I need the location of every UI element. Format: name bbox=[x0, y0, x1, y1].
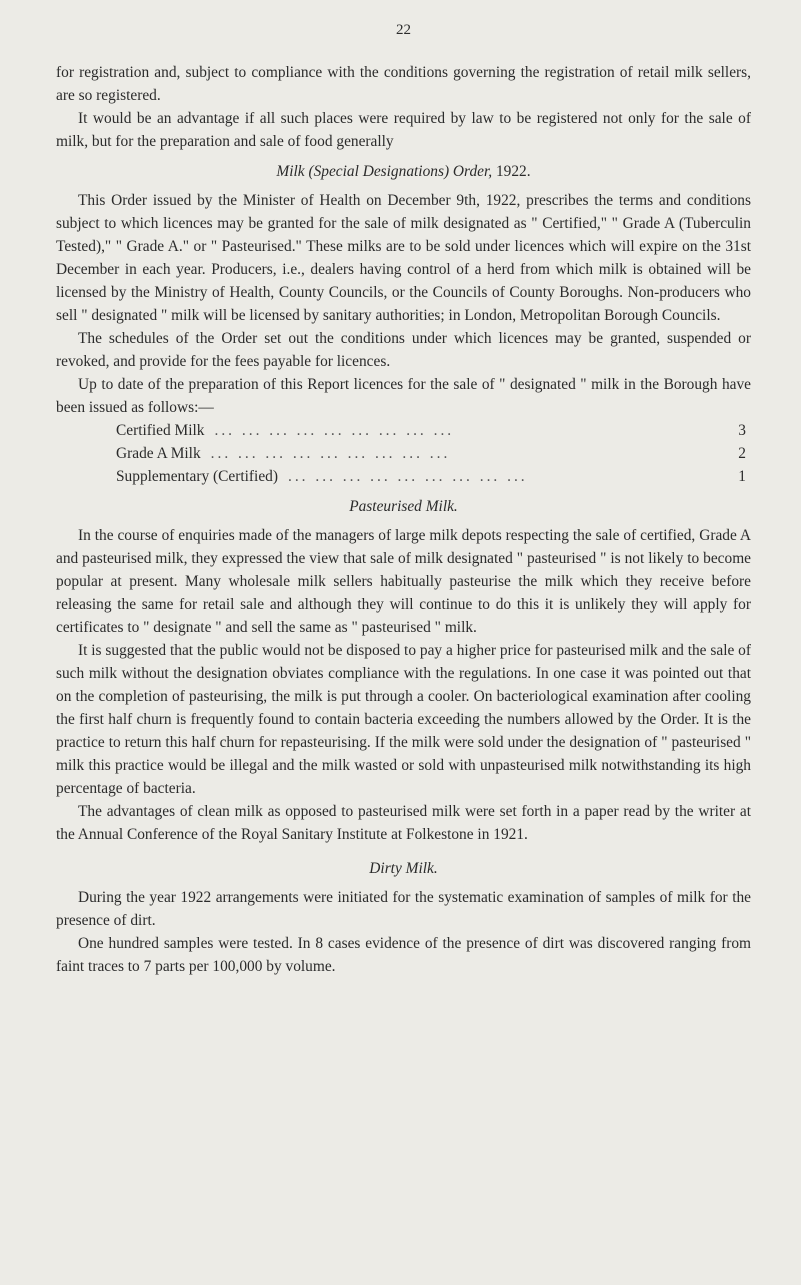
list-item bbox=[116, 465, 746, 488]
licence-label: Grade A Milk bbox=[116, 445, 201, 462]
section-heading-pasteurised: Pasteurised Milk. bbox=[349, 498, 458, 515]
list-item bbox=[116, 442, 746, 465]
paragraph-continuation: for registration and, subject to compliance with the conditions governing the registration of retail milk sellers, are so registered. bbox=[56, 64, 751, 104]
heading-title: Milk (Special Designations) Order, bbox=[276, 163, 493, 180]
paragraph-order-schedules: The schedules of the Order set out the conditions under which licences may be granted, suspended or revoked, and provide for the fees payable for licences. bbox=[56, 330, 751, 370]
licence-count: 1 bbox=[738, 468, 746, 485]
licence-label: Supplementary (Certified) bbox=[116, 468, 278, 485]
licence-count: 2 bbox=[738, 445, 746, 462]
section-heading-dirty-milk: Dirty Milk. bbox=[369, 860, 438, 877]
page-number: 22 bbox=[396, 22, 411, 38]
heading-year: 1922. bbox=[495, 163, 531, 180]
licence-count: 3 bbox=[738, 422, 746, 439]
leader-dots: ... ... ... ... ... ... ... ... ... bbox=[210, 445, 451, 462]
section-heading-special-designations bbox=[56, 160, 751, 183]
paragraph-clean-milk: The advantages of clean milk as opposed to pasteurised milk were set forth in a paper read by the writer at the Annual Conference of the Royal Sanitary Institute at Folkestone in 1921. bbox=[56, 803, 751, 843]
leader-dots: ... ... ... ... ... ... ... ... ... bbox=[287, 468, 528, 485]
licence-label: Certified Milk bbox=[116, 422, 205, 439]
licence-list bbox=[116, 419, 746, 488]
paragraph-dirt-results: One hundred samples were tested. In 8 cases evidence of the presence of dirt was discovered ranging from faint traces to 7 parts per 100,000 by volume. bbox=[56, 935, 751, 975]
list-item bbox=[116, 419, 746, 442]
paragraph-pasteurised-price: It is suggested that the public would not be disposed to pay a higher price for pasteurised milk and the sale of such milk without the designation obviates compliance with the regulations. In one case it was pointed out that on the completion of pasteurising, the milk is put through a cooler. On bacteriological examination after cooling the first half churn is frequently found to contain bacteria exceeding the numbers allowed by the Order. It is the practice to return this half churn for repasteurising. If the milk were sold under the designation of " pasteurised " milk this practice would be illegal and the milk wasted or sold with unpasteurised milk notwithstanding its high percentage of bacteria. bbox=[56, 642, 751, 797]
paragraph-pasteurised-enquiries: In the course of enquiries made of the managers of large milk depots respecting the sale of certified, Grade A and pasteurised milk, they expressed the view that sale of milk designated " pasteurised " is not likely to become popular at present. Many wholesale milk sellers habitually pasteurise the milk which they receive before releasing the same for retail sale and although they will continue to do this it is unlikely they will apply for certificates to " designate " and sell the same as " pasteurised " milk. bbox=[56, 527, 751, 636]
paragraph-order-terms: This Order issued by the Minister of Health on December 9th, 1922, prescribes the terms and conditions subject to which licences may be granted for the sale of milk designated as " Certified," " Grade A (Tuberculin Tested)," " Grade A." or " Pasteurised." These milks are to be sold under licences which will expire on the 31st December in each year. Producers, i.e., dealers having control of a herd from which milk is obtained will be licensed by the Ministry of Health, County Councils, or the Councils of County Boroughs. Non-producers who sell " designated " milk will be licensed by sanitary authorities; in London, Metropolitan Borough Councils. bbox=[56, 192, 751, 324]
paragraph-dirt-examination: During the year 1922 arrangements were initiated for the systematic examination of samples of milk for the presence of dirt. bbox=[56, 889, 751, 929]
paragraph-registration: It would be an advantage if all such places were required by law to be registered not only for the sale of milk, but for the preparation and sale of food generally bbox=[56, 110, 751, 150]
paragraph-licences-issued: Up to date of the preparation of this Report licences for the sale of " designated " milk in the Borough have been issued as follows:— bbox=[56, 376, 751, 416]
leader-dots: ... ... ... ... ... ... ... ... ... bbox=[214, 422, 455, 439]
